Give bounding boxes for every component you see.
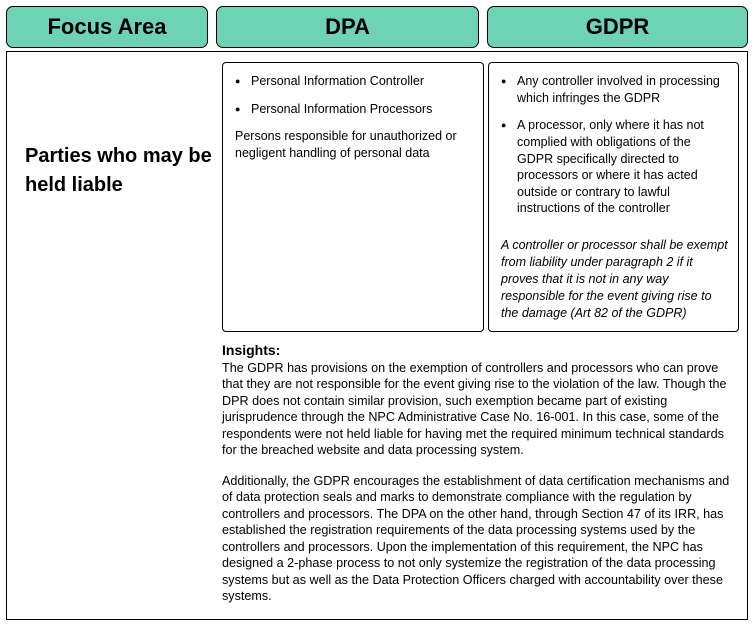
table-body — [6, 51, 748, 620]
insights-paragraph: Additionally, the GDPR encourages the establishment of data certification mechanisms and of data protection seals and marks to demonstrate compliance with the regulation by controllers and processors. The DPA on the other hand, through Section 47 of its IRR, has established the registration requirements of the data processing systems used by the controllers and processors. Upon the implementation of this requirement, the NPC has designed a 2-phase process to not only systemize the registration of the data processing systems but as well as the Data Protection Officers charged with accountability over these systems. — [222, 473, 730, 604]
dpa-cell — [222, 62, 484, 332]
table-header-row — [6, 6, 748, 48]
insights-paragraph: The GDPR has provisions on the exemption of controllers and processors who can prove that they are not responsible for the event giving rise to the violation of the law. Though the DPR does not contain similar provision, such exemption became part of existing jurisprudence through the NPC Administrative Case No. 16-001. In this case, some of the respondents were not held liable for having met the required minimum technical standards for the breached website and data processing system. — [222, 361, 727, 458]
dpa-note: Persons responsible for unauthorized or negligent handling of personal data — [235, 129, 457, 160]
gdpr-bullet-list — [497, 73, 728, 217]
header-cell-gdpr — [487, 6, 748, 48]
gdpr-italic-note: A controller or processor shall be exempt from liability under paragraph 2 if it proves that it is not in any way responsible for the event giving rise to the damage (Art 82 of the GDPR) — [501, 238, 728, 320]
gdpr-cell — [488, 62, 739, 332]
header-cell-dpa — [216, 6, 479, 48]
dpa-bullet-list — [231, 73, 473, 117]
header-label-gdpr: GDPR — [585, 14, 650, 39]
header-cell-focus-area — [6, 6, 208, 48]
focus-area-label: Parties who may be held liable — [25, 145, 212, 196]
list-item: ● Any controller involved in processing which infringes the GDPR — [515, 73, 728, 106]
insights-title: Insights: — [222, 342, 281, 358]
list-item: ● Personal Information Processors — [249, 101, 473, 118]
header-label-dpa: DPA — [325, 14, 370, 39]
insights-section — [222, 342, 738, 619]
list-item: ● A processor, only where it has not complied with obligations of the GDPR specifically directed to processors or where it has acted outside or contrary to lawful instructions of the controller — [515, 117, 728, 217]
header-label-focus-area: Focus Area — [47, 14, 167, 39]
list-item: ● Personal Information Controller — [249, 73, 473, 90]
